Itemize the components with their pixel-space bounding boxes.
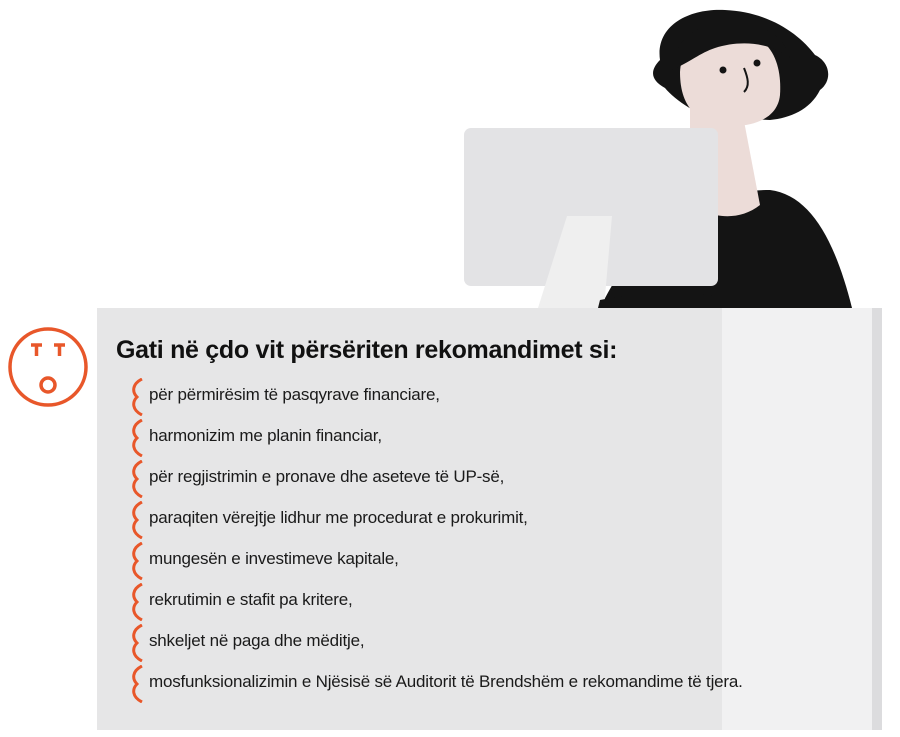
list-item-text: për përmirësim të pasqyrave financiare, bbox=[149, 385, 440, 404]
list-item-text: mosfunksionalizimin e Njësisë së Auditorit të Brendshëm e rekomandime të tjera. bbox=[149, 672, 743, 691]
list-item bbox=[128, 540, 868, 581]
bracket-bullet-icon bbox=[128, 460, 144, 498]
surprised-face-icon bbox=[6, 325, 90, 409]
bracket-bullet-icon bbox=[128, 501, 144, 539]
list-item-text: mungesën e investimeve kapitale, bbox=[149, 549, 399, 568]
list-item bbox=[128, 376, 868, 417]
bracket-bullet-icon bbox=[128, 419, 144, 457]
list-item bbox=[128, 458, 868, 499]
panel-heading: Gati në çdo vit përsëriten rekomandimet si: bbox=[116, 336, 618, 364]
bracket-bullet-icon bbox=[128, 378, 144, 416]
bracket-bullet-icon bbox=[128, 542, 144, 580]
list-item-text: paraqiten vërejtje lidhur me procedurat e prokurimit, bbox=[149, 508, 528, 527]
list-item bbox=[128, 663, 868, 704]
list-item-text: harmonizim me planin financiar, bbox=[149, 426, 382, 445]
bracket-bullet-icon bbox=[128, 665, 144, 703]
list-item-text: rekrutimin e stafit pa kritere, bbox=[149, 590, 353, 609]
list-item-text: për regjistrimin e pronave dhe aseteve të UP-së, bbox=[149, 467, 505, 486]
left-eye bbox=[720, 67, 727, 74]
recommendations-list bbox=[128, 376, 868, 704]
list-item bbox=[128, 417, 868, 458]
list-item bbox=[128, 499, 868, 540]
list-item bbox=[128, 581, 868, 622]
bracket-bullet-icon bbox=[128, 583, 144, 621]
right-eye bbox=[754, 60, 761, 67]
list-item-text: shkeljet në paga dhe mëditje, bbox=[149, 631, 365, 650]
panel-edge-strip bbox=[872, 308, 882, 730]
list-item bbox=[128, 622, 868, 663]
bracket-bullet-icon bbox=[128, 624, 144, 662]
